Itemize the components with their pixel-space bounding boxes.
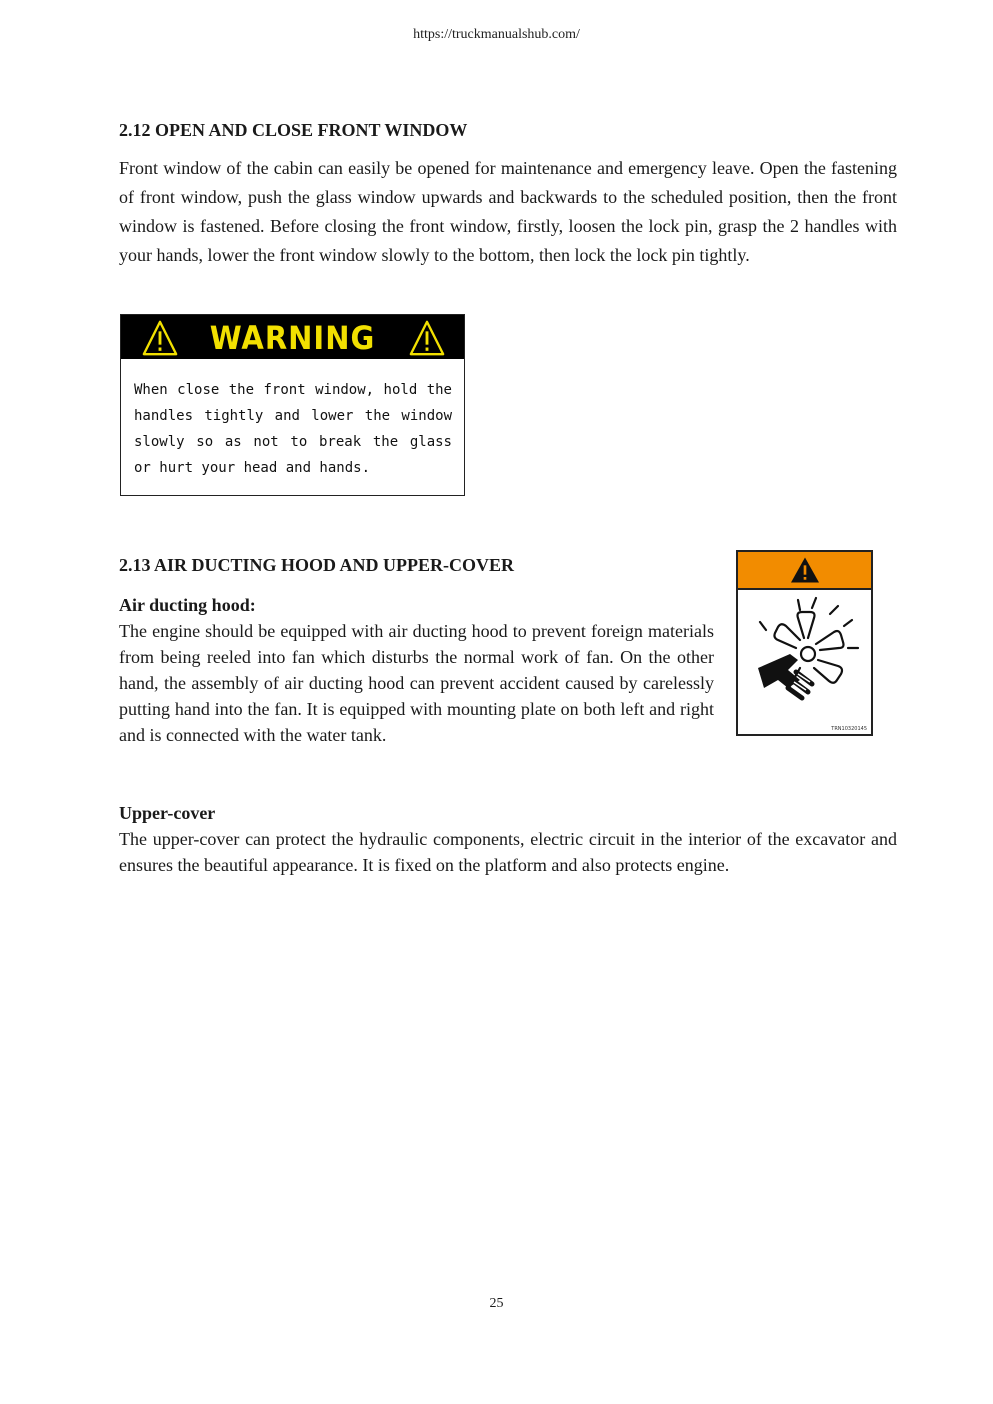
page-number: 25 — [489, 1296, 504, 1311]
hazard-triangle-icon — [788, 556, 822, 584]
fan-entanglement-icon — [738, 588, 871, 734]
section-heading-2-13: 2.13 AIR DUCTING HOOD AND UPPER-COVER — [119, 555, 515, 575]
sign-code: TRN10320145 — [831, 726, 867, 732]
air-ducting-hood-title: Air ducting hood: — [119, 595, 256, 615]
section-2-12-body: Front window of the cabin can easily be opened for maintenance and emergency leave. Open the fastening of front window, push the glass window upwards and backwards to the scheduled position, then the front window is fastened. Before closing the front window, firstly, loosen the lock pin, grasp the 2 handles with your hands, lower the front window slowly to the bottom, then lock the lock pin tightly. — [119, 158, 897, 265]
fan-hazard-sign — [736, 550, 873, 736]
upper-cover-body: The upper-cover can protect the hydraulic components, electric circuit in the interior of the excavator and ensures the beautiful appearance. It is fixed on the platform and also protects engine. — [119, 829, 897, 875]
warning-title: WARNING — [209, 319, 376, 357]
header-url: https://truckmanualshub.com/ — [413, 27, 580, 42]
section-heading-2-12: 2.12 OPEN AND CLOSE FRONT WINDOW — [119, 120, 468, 140]
warning-header — [121, 315, 464, 359]
warning-text: When close the front window, hold the handles tightly and lower the window slowly so as not to break the glass or hurt your head and hands. — [134, 382, 452, 476]
upper-cover-title: Upper-cover — [119, 803, 216, 823]
warning-triangle-icon — [408, 319, 446, 357]
fan-sign-header — [738, 552, 871, 590]
air-ducting-hood-body: The engine should be equipped with air ducting hood to prevent foreign materials from being reeled into fan which disturbs the normal work of fan. On the other hand, the assembly of air ducting hood can prevent accident caused by carelessly putting hand into the fan. It is equipped with mounting plate on both left and right and is connected with the water tank. — [119, 621, 714, 745]
warning-box — [120, 314, 465, 496]
